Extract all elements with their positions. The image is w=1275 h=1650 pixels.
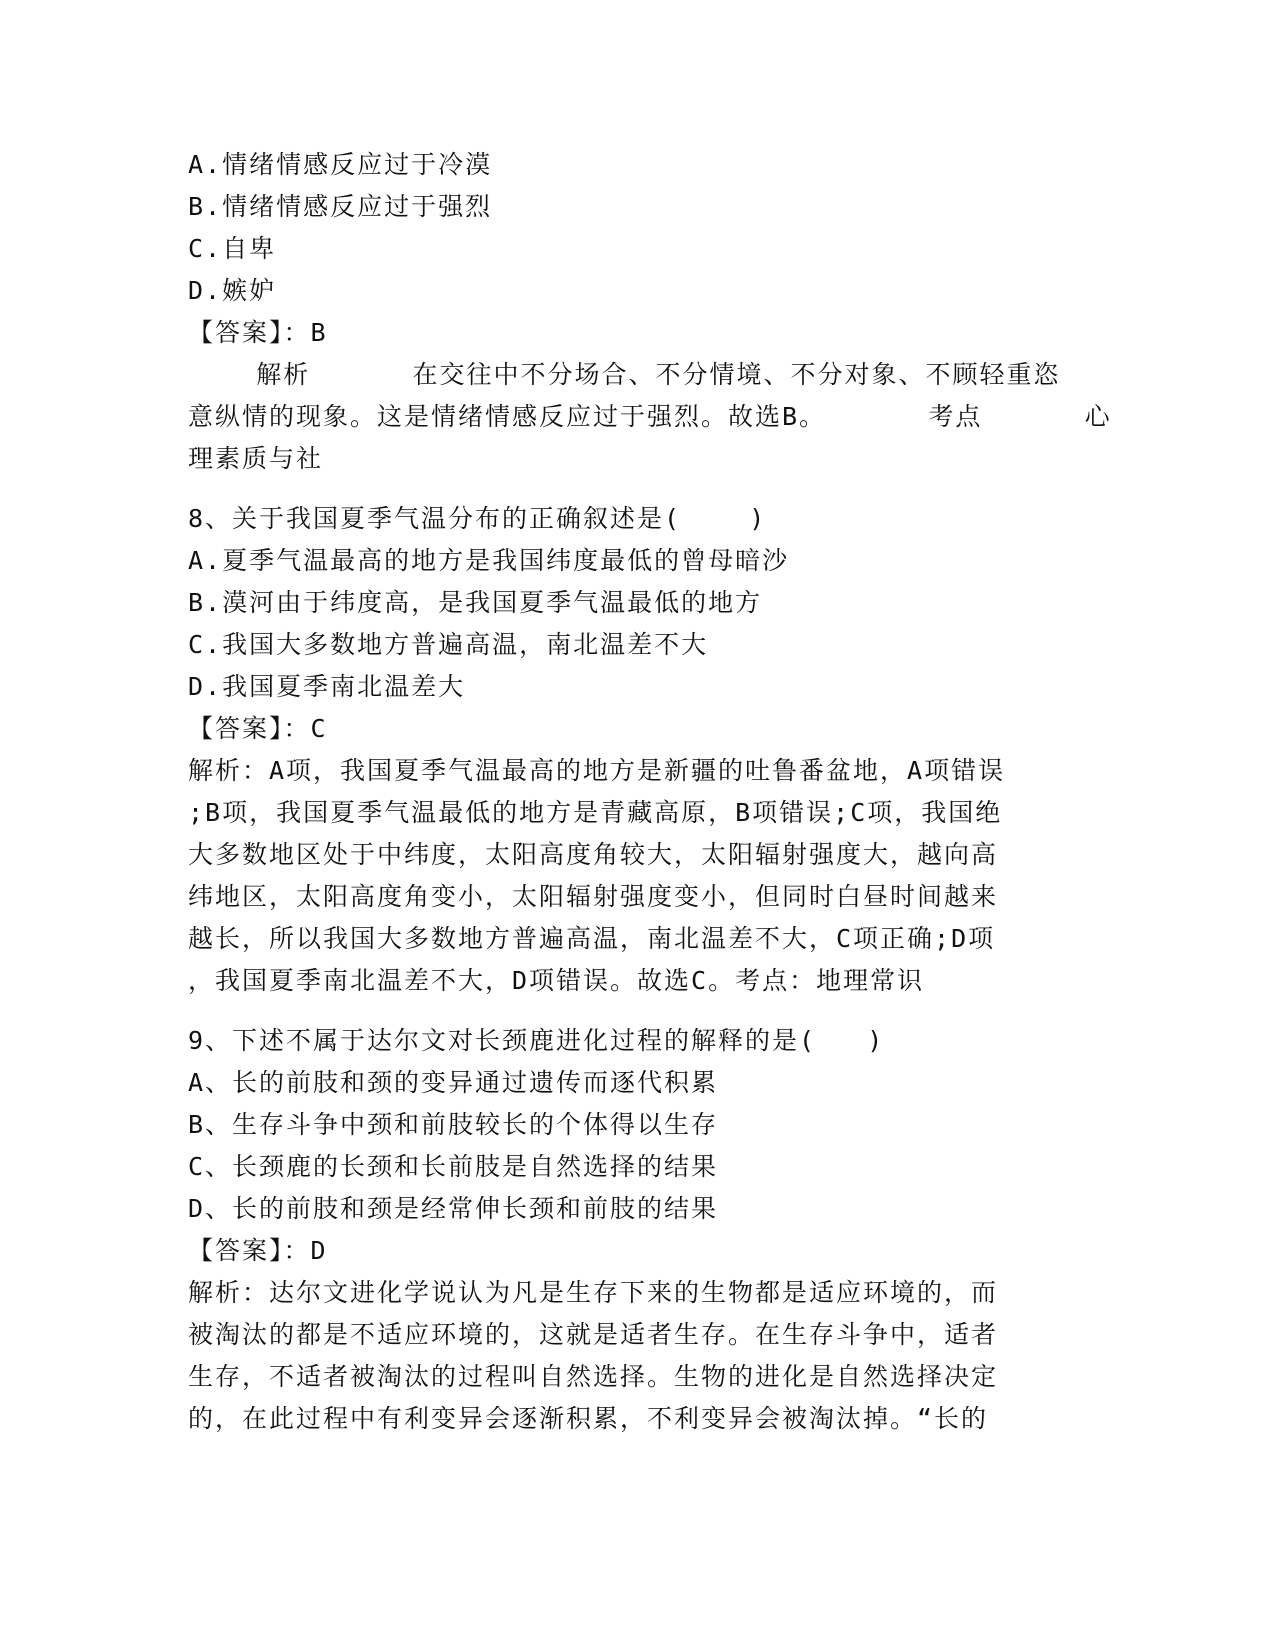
q9-analysis-line: 解析：达尔文进化学说认为凡是生存下来的生物都是适应环境的，而 bbox=[188, 1278, 999, 1307]
q7-option-b: B.情绪情感反应过于强烈 bbox=[188, 192, 493, 221]
q9-option-d: D、长的前肢和颈是经常伸长颈和前肢的结果 bbox=[188, 1194, 719, 1223]
q8-analysis-line: 越长，所以我国大多数地方普遍高温，南北温差不大，C项正确;D项 bbox=[188, 924, 996, 953]
q9-option-c: C、长颈鹿的长颈和长前肢是自然选择的结果 bbox=[188, 1152, 719, 1181]
q8-option-d: D.我国夏季南北温差大 bbox=[188, 672, 466, 701]
q7-option-a: A.情绪情感反应过于冷漠 bbox=[188, 150, 493, 179]
q8-stem: 8、关于我国夏季气温分布的正确叙述是( ) bbox=[188, 504, 767, 533]
q8-option-a: A.夏季气温最高的地方是我国纬度最低的曾母暗沙 bbox=[188, 546, 790, 575]
q9-analysis-line: 的，在此过程中有利变异会逐渐积累，不利变异会被淘汰掉。“长的 bbox=[188, 1404, 989, 1433]
q8-analysis-line: 大多数地区处于中纬度，太阳高度角较大，太阳辐射强度大，越向高 bbox=[188, 840, 999, 869]
q8-analysis-line: ，我国夏季南北温差不大，D项错误。故选C。考点：地理常识 bbox=[188, 966, 925, 995]
q9-option-a: A、长的前肢和颈的变异通过遗传而逐代积累 bbox=[188, 1068, 719, 1097]
q9-answer: 【答案】：D bbox=[188, 1236, 328, 1265]
q9-analysis-line: 生存，不适者被淘汰的过程叫自然选择。生物的进化是自然选择决定 bbox=[188, 1362, 999, 1391]
q8-option-b: B.漠河由于纬度高，是我国夏季气温最低的地方 bbox=[188, 588, 763, 617]
q8-answer: 【答案】：C bbox=[188, 714, 328, 743]
q7-analysis-line: 解析 在交往中不分场合、不分情境、不分对象、不顾轻重恣 bbox=[188, 360, 1061, 389]
q7-answer: 【答案】：B bbox=[188, 318, 328, 347]
q8-analysis-line: 纬地区，太阳高度角变小，太阳辐射强度变小，但同时白昼时间越来 bbox=[188, 882, 999, 911]
q8-option-c: C.我国大多数地方普遍高温，南北温差不大 bbox=[188, 630, 709, 659]
q8-analysis-line: ;B项，我国夏季气温最低的地方是青藏高原，B项错误;C项，我国绝 bbox=[188, 798, 1003, 827]
q8-analysis-line: 解析：A项，我国夏季气温最高的地方是新疆的吐鲁番盆地，A项错误 bbox=[188, 756, 1006, 785]
q7-option-c: C.自卑 bbox=[188, 234, 277, 263]
q9-stem: 9、下述不属于达尔文对长颈鹿进化过程的解释的是( ) bbox=[188, 1026, 885, 1055]
q7-analysis-line: 理素质与社 bbox=[188, 444, 324, 473]
q7-analysis-line: 意纵情的现象。这是情绪情感反应过于强烈。故选B。 考点 心 bbox=[188, 402, 1112, 431]
q9-option-b: B、生存斗争中颈和前肢较长的个体得以生存 bbox=[188, 1110, 719, 1139]
q7-option-d: D.嫉妒 bbox=[188, 276, 277, 305]
q9-analysis-line: 被淘汰的都是不适应环境的，这就是适者生存。在生存斗争中，适者 bbox=[188, 1320, 999, 1349]
